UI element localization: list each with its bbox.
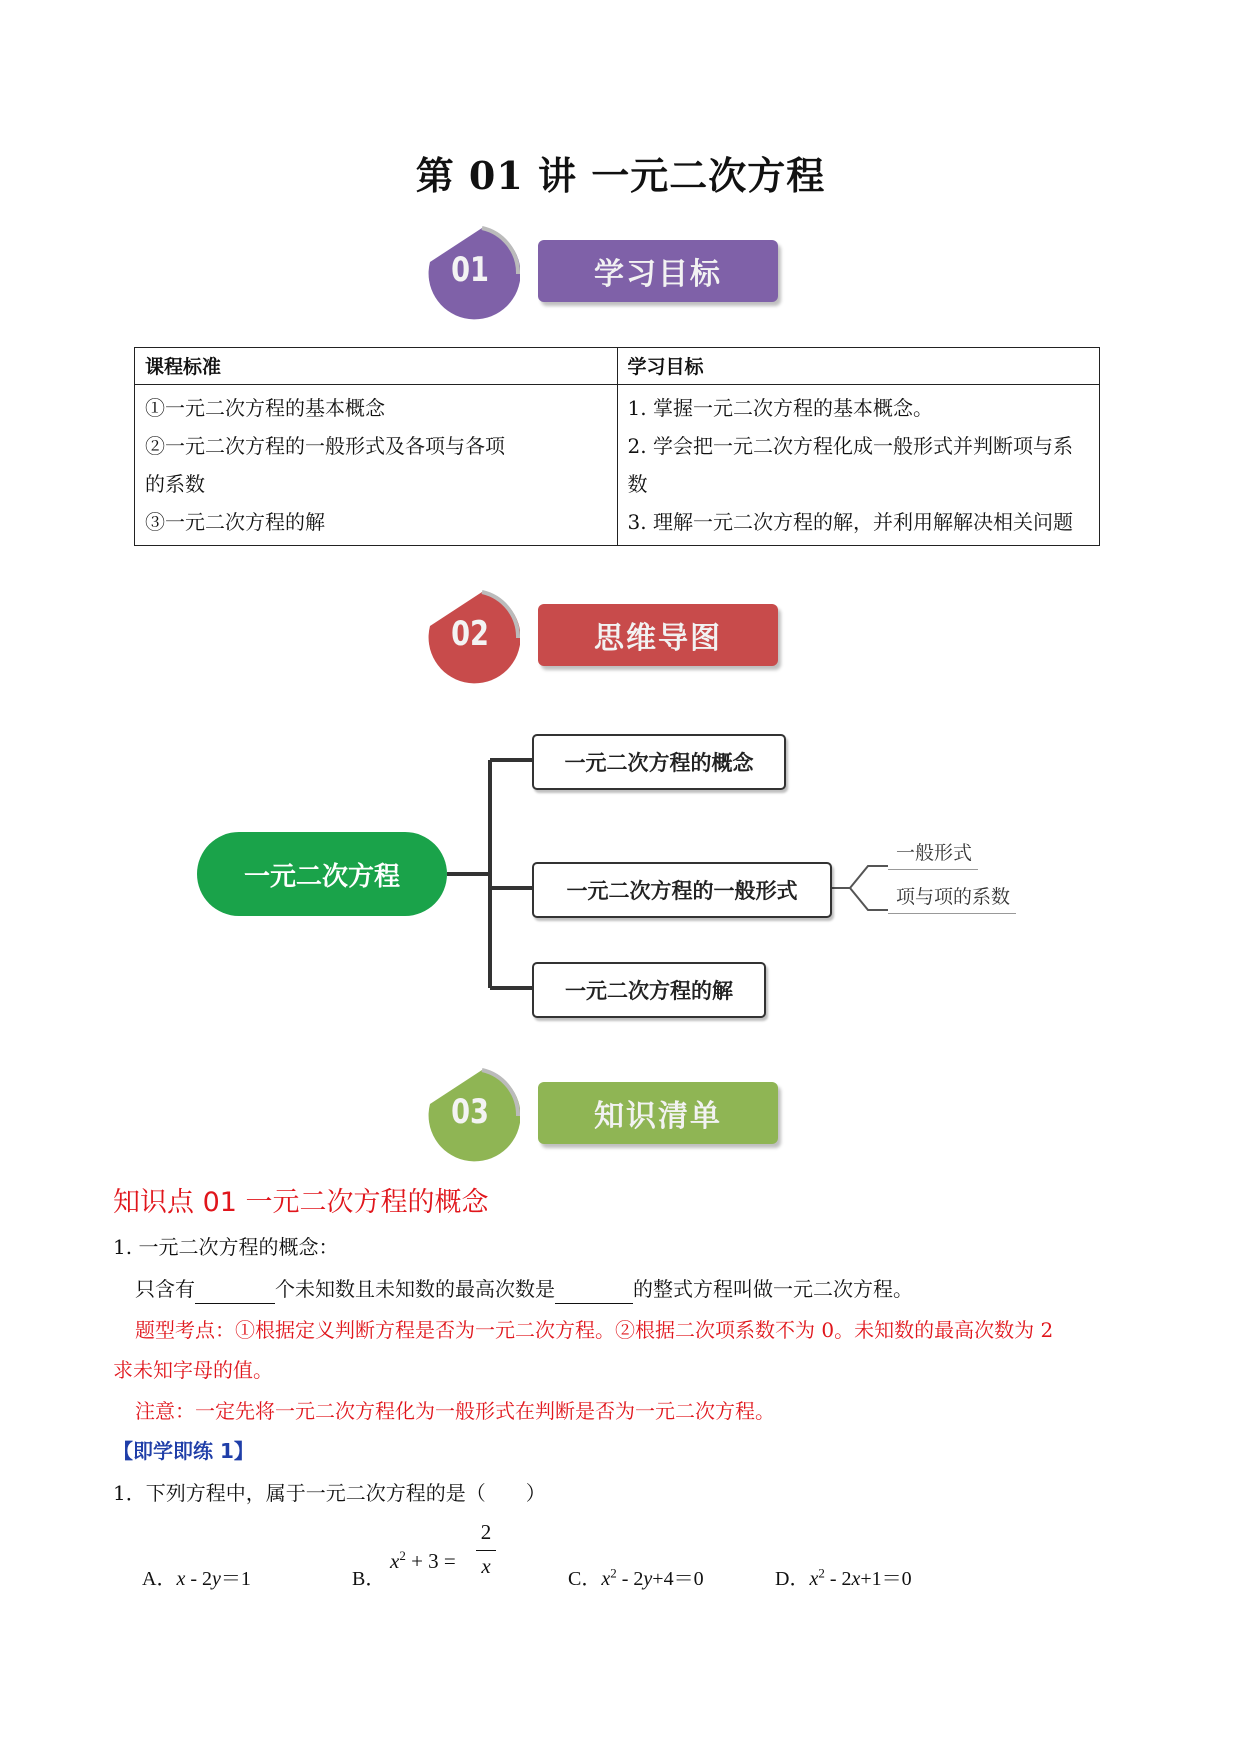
concept-heading: 1. 一元二次方程的概念：	[113, 1235, 339, 1259]
banner-label: 思维导图	[538, 604, 778, 666]
mindmap-branch-general-form: 一元二次方程的一般形式	[532, 862, 832, 918]
section-banner-knowledge	[420, 1064, 820, 1164]
definition-part: 只含有	[135, 1277, 195, 1301]
badge-number: 02	[451, 614, 489, 654]
standard-item: ①一元二次方程的基本概念	[145, 396, 385, 420]
goal-item: 3. 理解一元二次方程的解，并利用解解决相关问题	[627, 510, 1073, 534]
fill-blank[interactable]	[555, 1279, 633, 1304]
fill-blank[interactable]	[195, 1279, 275, 1304]
table-header: 课程标准	[135, 348, 618, 385]
option-label: B．	[352, 1568, 386, 1590]
table-header: 学习目标	[617, 348, 1100, 385]
mindmap-branch-solution: 一元二次方程的解	[532, 962, 766, 1018]
mindmap-leaf: 一般形式	[888, 838, 978, 870]
banner-label: 学习目标	[538, 240, 778, 302]
mindmap-root-node: 一元二次方程	[197, 832, 447, 916]
question-text: 1．下列方程中，属于一元二次方程的是（ ）	[113, 1481, 546, 1505]
mindmap-leaf: 项与项的系数	[888, 882, 1016, 914]
badge-number: 03	[451, 1092, 489, 1132]
knowledge-point-title: 知识点 01 一元二次方程的概念	[113, 1187, 489, 1218]
standard-item: ③一元二次方程的解	[145, 510, 325, 534]
goal-item: 1. 掌握一元二次方程的基本概念。	[627, 396, 933, 420]
mindmap-branch-concept: 一元二次方程的概念	[532, 734, 786, 790]
option-label: A．	[142, 1568, 177, 1590]
practice-heading: 【即学即练 1】	[113, 1439, 254, 1463]
definition-part: 的整式方程叫做一元二次方程。	[633, 1277, 913, 1301]
option-c[interactable]: C．$x^2 - 2y+4=0$	[568, 1565, 704, 1590]
option-a[interactable]: A．x - 2y＝1	[142, 1568, 251, 1590]
definition-part: 个未知数且未知数的最高次数是	[275, 1277, 555, 1301]
goal-item: 2. 学会把一元二次方程化成一般形式并判断项与系数	[627, 434, 1073, 496]
badge-number: 01	[451, 250, 489, 290]
banner-label: 知识清单	[538, 1082, 778, 1144]
standard-item: 的系数	[145, 472, 205, 496]
page-title: 第 01 讲 一元二次方程	[415, 153, 826, 198]
option-d[interactable]: D．$x^2 - 2x+1=0$	[775, 1565, 912, 1590]
exam-tip: 题型考点：①根据定义判断方程是否为一元二次方程。②根据二次项系数不为 0。未知数的最高次数为 2	[135, 1318, 1054, 1342]
definition-text	[135, 1274, 913, 1304]
note-text: 注意：一定先将一元二次方程化为一般形式在判断是否为一元二次方程。	[135, 1399, 775, 1423]
standard-item: ②一元二次方程的一般形式及各项与各项	[145, 434, 505, 458]
option-label: C．	[568, 1568, 602, 1590]
exam-tip-continued: 求未知字母的值。	[113, 1358, 273, 1382]
option-b[interactable]	[352, 1562, 385, 1591]
option-label: D．	[775, 1568, 810, 1590]
